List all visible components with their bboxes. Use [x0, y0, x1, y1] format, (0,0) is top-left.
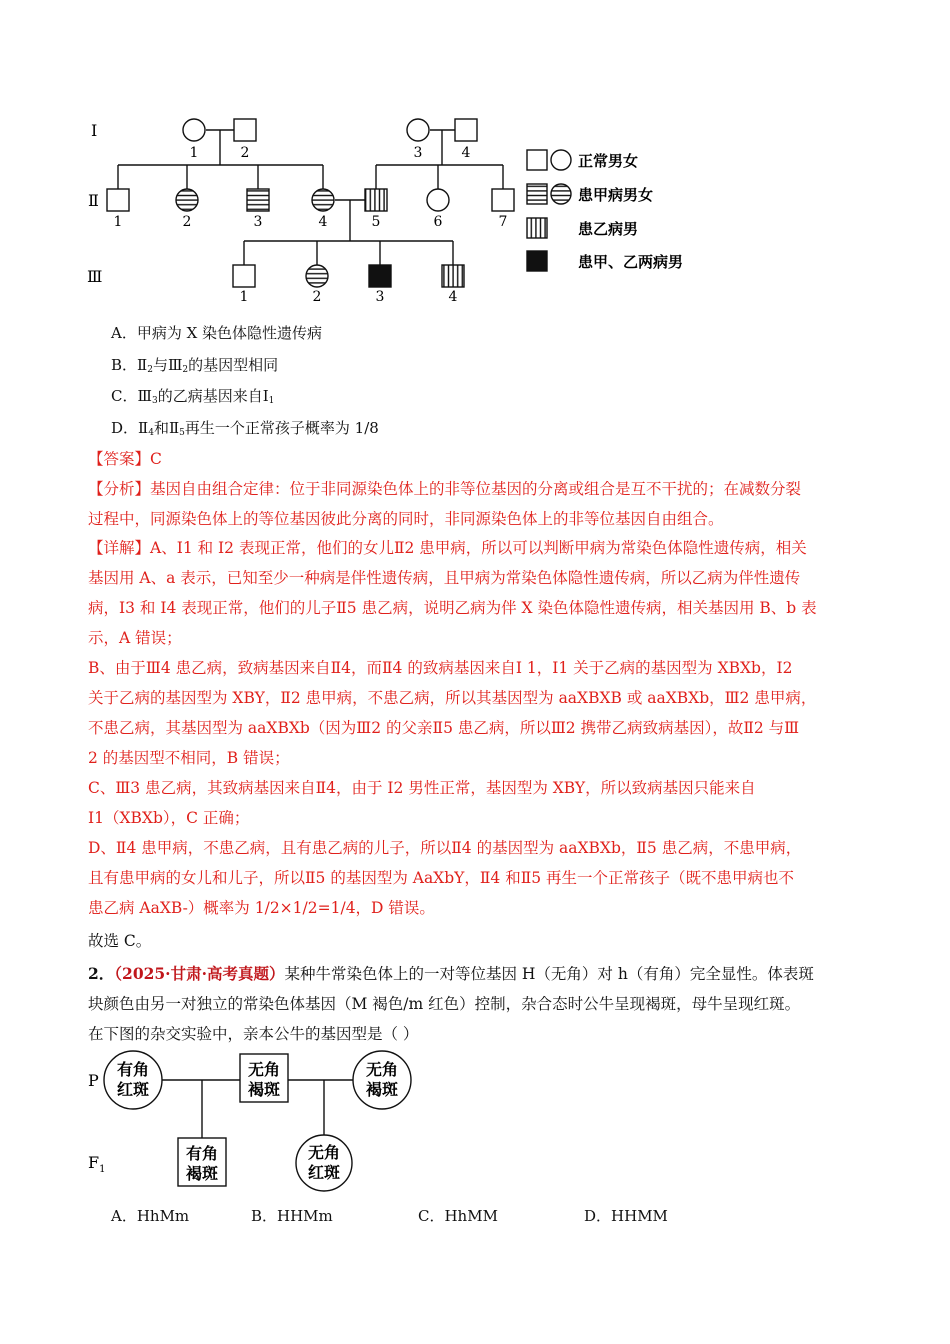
answer-line — [88, 444, 862, 474]
analysis-line: 【分析】基因自由组合定律：位于非同源染色体上的非等位基因的分离或组合是互不干扰的；在减数分裂 — [88, 480, 802, 498]
number-label: 2 — [182, 214, 192, 230]
number-label: 6 — [433, 214, 443, 230]
trait-label: 红斑 — [116, 1080, 150, 1099]
legend-disease-a-female-symbol — [551, 184, 571, 204]
number-label: 2 — [240, 145, 250, 161]
q2-option-d: D．HHMM — [584, 1207, 668, 1225]
legend-label: 正常男女 — [578, 152, 639, 170]
q2-stem-line-1 — [88, 959, 814, 989]
text-run: 的基因型相同 — [188, 356, 279, 374]
trait-label: 无角 — [307, 1143, 341, 1162]
text-run: C．Ⅲ — [111, 387, 152, 405]
text-run: 和Ⅱ — [153, 419, 180, 437]
pedigree-legend — [527, 150, 683, 271]
subscript: 3 — [151, 396, 158, 406]
analysis-line: 过程中，同源染色体上的等位基因彼此分离的同时，非同源染色体上的非等位基因自由组合。 — [88, 510, 724, 528]
q1-option-a: A．甲病为 X 染色体隐性遗传病 — [111, 324, 323, 342]
individual-I4 — [455, 119, 477, 141]
q1-option-c — [111, 386, 274, 411]
generation-f1-label — [88, 1153, 105, 1175]
individual-I3 — [407, 119, 429, 141]
q2-stem-text: 某种牛常染色体上的一对等位基因 H（无角）对 h（有角）完全显性。体表斑 — [284, 965, 814, 983]
q2-source: （2025·甘肃·高考真题） — [114, 964, 285, 983]
legend-both-diseases-male-symbol — [527, 251, 547, 271]
number-label: 1 — [239, 289, 249, 305]
detail-line: B、由于Ⅲ4 患乙病，致病基因来自Ⅱ4，而Ⅱ4 的致病基因来自Ⅰ 1，I1 关于乙病的基因型为 XBXb，I2 — [88, 659, 793, 677]
number-label: 3 — [253, 214, 263, 230]
text-run: 再生一个正常孩子概率为 1/8 — [184, 419, 379, 437]
generation-label: I — [91, 121, 98, 140]
q1-option-d — [111, 418, 379, 443]
individual-II3 — [247, 189, 269, 211]
trait-label: 红斑 — [307, 1163, 341, 1182]
text-run: 的乙病基因来自Ⅰ — [157, 387, 269, 405]
q2-option-c: C．HhMM — [418, 1207, 498, 1225]
generation-label: Ⅱ — [88, 191, 99, 210]
conclusion-text: 故选 C。 — [88, 932, 152, 950]
number-label: 3 — [375, 289, 385, 305]
q1-option-b — [111, 355, 278, 380]
label-text: F — [88, 1153, 100, 1172]
detail-line: 2 的基因型不相同，B 错误； — [88, 749, 290, 767]
legend-disease-a-male-symbol — [527, 184, 547, 204]
legend-normal-male-symbol — [527, 150, 547, 170]
number-label: 4 — [461, 145, 471, 161]
legend-normal-female-symbol — [551, 150, 571, 170]
conclusion-line — [88, 926, 862, 956]
detail-line: 患乙病 AaXB-）概率为 1/2×1/2=1/4，D 错误。 — [88, 899, 435, 917]
subscript: 1 — [268, 396, 275, 406]
number-label: 2 — [312, 289, 322, 305]
legend-label: 患甲病男女 — [578, 186, 654, 204]
detail-line: D、Ⅱ4 患甲病，不患乙病，且有患乙病的儿子，所以Ⅱ4 的基因型为 aaXBXb，Ⅱ5 患乙病，不患甲病， — [88, 839, 802, 857]
detail-paragraph — [88, 533, 862, 923]
subscript: 2 — [182, 365, 189, 375]
text-run: B．Ⅱ — [111, 356, 148, 374]
number-label: 3 — [413, 145, 423, 161]
text-run: 与Ⅲ — [152, 356, 183, 374]
number-label: 1 — [189, 145, 199, 161]
trait-label: 无角 — [365, 1060, 399, 1079]
individual-II5 — [365, 189, 387, 211]
trait-label: 褐斑 — [185, 1164, 219, 1183]
detail-line: C、Ⅲ3 患乙病，其致病基因来自Ⅱ4，由于 I2 男性正常，基因型为 XBY，所以致病基因只能来自 — [88, 779, 756, 797]
trait-label: 褐斑 — [365, 1080, 399, 1099]
individual-III2 — [306, 265, 328, 287]
detail-line: 关于乙病的基因型为 XBY，Ⅱ2 患甲病，不患乙病，所以其基因型为 aaXBXB 或 aaXBXb，Ⅲ2 患甲病， — [88, 689, 817, 707]
individual-II1 — [107, 189, 129, 211]
detail-line: 不患乙病，其基因型为 aaXBXb（因为Ⅲ2 的父亲Ⅱ5 患乙病，所以Ⅲ2 携带乙病致病基因），故Ⅱ2 与Ⅲ — [88, 719, 800, 737]
individual-II6 — [427, 189, 449, 211]
detail-line: 【详解】A、I1 和 I2 表现正常，他们的女儿Ⅱ2 患甲病，所以可以判断甲病为常染色体隐性遗传病，相关 — [88, 539, 807, 557]
generation-label: Ⅲ — [87, 267, 103, 286]
legend-label: 患乙病男 — [578, 220, 639, 238]
trait-label: 无角 — [247, 1060, 281, 1079]
q2-stem-line-2: 块颜色由另一对独立的常染色体基因（M 褐色/m 红色）控制，杂合态时公牛呈现褐斑，母牛呈现红斑。 — [88, 995, 801, 1013]
subscript: 5 — [179, 428, 185, 438]
trait-label: 有角 — [185, 1144, 219, 1163]
detail-line: 且有患甲病的女儿和儿子，所以Ⅱ5 的基因型为 AaXbY，Ⅱ4 和Ⅱ5 再生一个正常孩子（既不患甲病也不 — [88, 869, 795, 887]
number-label: 5 — [371, 214, 381, 230]
q2-option-a: A．HhMm — [111, 1207, 190, 1225]
legend-disease-b-male-symbol — [527, 218, 547, 238]
detail-line: 示，A 错误； — [88, 629, 182, 647]
individual-I1 — [183, 119, 205, 141]
individual-I2 — [234, 119, 256, 141]
individual-II4 — [312, 189, 334, 211]
detail-line: I1（XBXb），C 正确； — [88, 809, 250, 827]
cross-diagram — [0, 1050, 950, 1200]
trait-label: 褐斑 — [247, 1080, 281, 1099]
q2-number: 2． — [88, 964, 115, 983]
detail-line: 基因用 A、a 表示，已知至少一种病是伴性遗传病，且甲病为常染色体隐性遗传病，所以乙病为伴性遗传 — [88, 569, 801, 587]
trait-label: 有角 — [116, 1060, 150, 1079]
analysis-paragraph — [88, 474, 862, 534]
subscript: 4 — [148, 428, 154, 438]
answer-text: 【答案】C — [88, 450, 162, 468]
individual-II2 — [176, 189, 198, 211]
subscript: 1 — [99, 1164, 106, 1175]
detail-line: 病，I3 和 I4 表现正常，他们的儿子Ⅱ5 患乙病，说明乙病为伴 X 染色体隐性遗传病，相关基因用 B、b 表 — [88, 599, 817, 617]
subscript: 2 — [147, 365, 153, 375]
number-label: 4 — [448, 289, 458, 305]
q2-stem-line-3: 在下图的杂交实验中，亲本公牛的基因型是（ ） — [88, 1025, 419, 1043]
number-label: 4 — [318, 214, 328, 230]
individual-III3 — [369, 265, 391, 287]
q2-option-b: B．HHMm — [251, 1207, 333, 1225]
pedigree-diagram — [0, 0, 950, 320]
number-label: 1 — [113, 214, 123, 230]
number-label: 7 — [498, 214, 508, 230]
individual-III1 — [233, 265, 255, 287]
text-run: D．Ⅱ — [111, 419, 149, 437]
legend-label: 患甲、乙两病男 — [578, 253, 684, 271]
generation-p-label: P — [88, 1071, 99, 1090]
individual-III4 — [442, 265, 464, 287]
individual-II7 — [492, 189, 514, 211]
